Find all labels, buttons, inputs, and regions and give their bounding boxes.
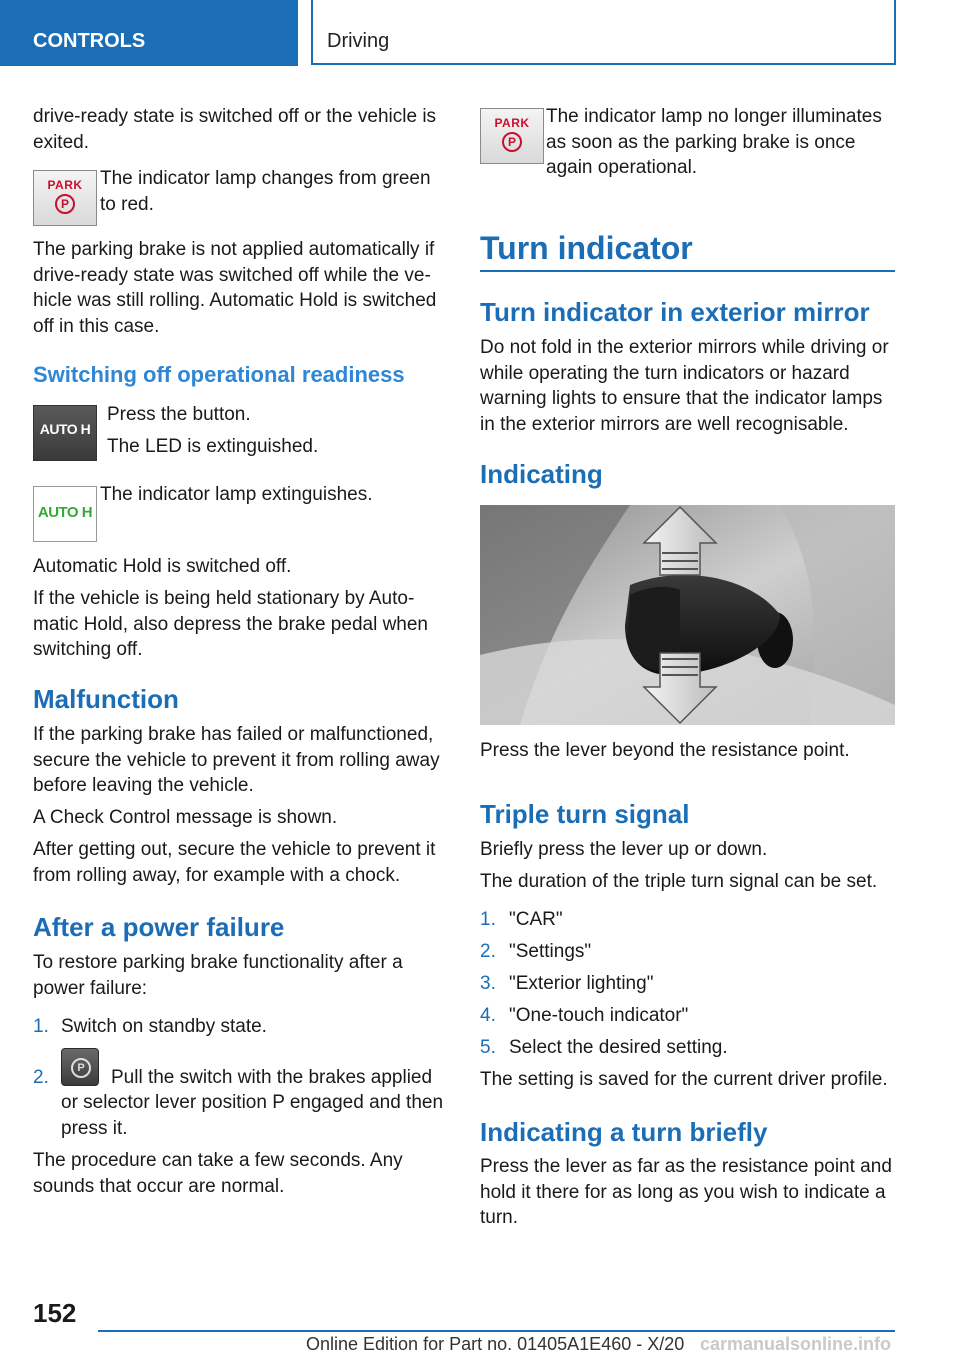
section-tab: CONTROLS (0, 0, 298, 66)
paragraph-press-button: Press the button. (107, 404, 251, 425)
auto-hold-button-icon (33, 405, 97, 461)
list-text: press it. (61, 1118, 128, 1139)
paragraph-held-stationary: If the vehicle is being held stationary by Auto‐matic Hold, also depress the brake pedal when switching off. (33, 588, 429, 660)
edition-text: Online Edition for Part no. 01405A1E460 - X/20 (306, 1334, 685, 1354)
paragraph-press-lever: Press the lever beyond the resistance point. (480, 740, 850, 761)
paragraph-auto-hold-off: Automatic Hold is switched off. (33, 556, 292, 577)
paragraph-no-longer-illuminates: The indicator lamp no longer illuminates as soon as the parking brake is once again operational. (546, 106, 882, 178)
page-header (0, 0, 960, 66)
paragraph-led-extinguished: The LED is extinguished. (107, 436, 319, 457)
auto-hold-label: AUTO H (39, 421, 91, 437)
lever-illustration (480, 505, 895, 725)
list-text: Switch on standby state. (61, 1016, 267, 1037)
list-text: Select the desired setting. (509, 1037, 728, 1058)
list-text: "CAR" (509, 909, 563, 930)
watermark: carmanualsonline.info (700, 1334, 892, 1354)
parking-brake-switch-icon (61, 1048, 99, 1086)
list-text: "Settings" (509, 941, 592, 962)
paragraph-drive-ready: drive-ready state is switched off or the vehicle is exited. (33, 106, 437, 153)
paragraph-duration: The duration of the triple turn signal can be set. (480, 871, 878, 892)
list-text: "Exterior lighting" (509, 973, 654, 994)
chapter-tab: Driving (311, 0, 896, 65)
heading-malfunction: Malfunction (33, 684, 179, 714)
heading-turn-indicator: Turn indicator (480, 230, 693, 266)
heading-exterior-mirror: Turn indicator in exterior mirror (480, 297, 870, 327)
list-number: 1. (480, 909, 496, 930)
list-number: 2. (480, 941, 496, 962)
list-text: "One-touch indicator" (509, 1005, 689, 1026)
paragraph-indicating-briefly: Press the lever as far as the resistance point and hold it there for as long as you wish to indicate a turn. (480, 1156, 892, 1228)
page-number: 152 (33, 1298, 77, 1328)
paragraph-check-control: A Check Control message is shown. (33, 807, 338, 828)
turn-signal-lever-image (480, 505, 895, 725)
list-number: 5. (480, 1037, 496, 1058)
list-text: or selector lever position P engaged and then (61, 1092, 444, 1113)
paragraph-mirror: Do not fold in the exterior mirrors while driving or while operating the turn indicators or hazard warning lights to ensure that the indicator lamps in the exterior mirrors are well recognisable. (480, 337, 889, 435)
paragraph-malfunction: If the parking brake has failed or malfunctioned, secure the vehicle to prevent it from rolling away before leaving the vehicle. (33, 724, 440, 796)
paragraph-lamp-extinguishes: The indicator lamp extinguishes. (100, 484, 373, 505)
list-number: 4. (480, 1005, 496, 1026)
park-p-symbol-icon: P (502, 132, 522, 152)
auto-hold-green-label: AUTO H (37, 504, 93, 521)
list-number: 3. (480, 973, 496, 994)
park-brake-indicator-icon (33, 170, 97, 226)
heading-rule (480, 270, 895, 272)
switch-p-symbol-icon: P (71, 1058, 91, 1078)
paragraph-setting-saved: The setting is saved for the current driver profile. (480, 1069, 888, 1090)
paragraph-restore: To restore parking brake functionality after a power failure: (33, 952, 403, 999)
paragraph-briefly-press: Briefly press the lever up or down. (480, 839, 768, 860)
paragraph-lamp-green-red: The indicator lamp changes from green to red. (100, 168, 431, 215)
heading-indicating-briefly: Indicating a turn briefly (480, 1117, 768, 1147)
paragraph-procedure: The procedure can take a few seconds. Any sounds that occur are normal. (33, 1150, 403, 1197)
list-text: Pull the switch with the brakes applied (111, 1067, 433, 1088)
auto-hold-indicator-icon (33, 486, 97, 542)
list-number: 2. (33, 1067, 49, 1088)
heading-indicating: Indicating (480, 459, 603, 489)
park-p-symbol-icon: P (55, 194, 75, 214)
paragraph-not-applied: The parking brake is not applied automatically if drive-ready state was switched off while the ve‐hicle was still rolling. Automatic Hold is switched off in this case. (33, 239, 437, 337)
park-brake-indicator-icon (480, 108, 544, 164)
heading-triple-turn: Triple turn signal (480, 799, 690, 829)
heading-switching-off: Switching off operational readiness (33, 362, 405, 387)
park-icon-label: PARK (494, 116, 530, 130)
heading-power-failure: After a power failure (33, 912, 285, 942)
park-icon-label: PARK (47, 178, 83, 192)
list-number: 1. (33, 1016, 49, 1037)
footer-rule (98, 1330, 895, 1332)
paragraph-after-getting-out: After getting out, secure the vehicle to prevent it from rolling away, for example with a chock. (33, 839, 436, 886)
